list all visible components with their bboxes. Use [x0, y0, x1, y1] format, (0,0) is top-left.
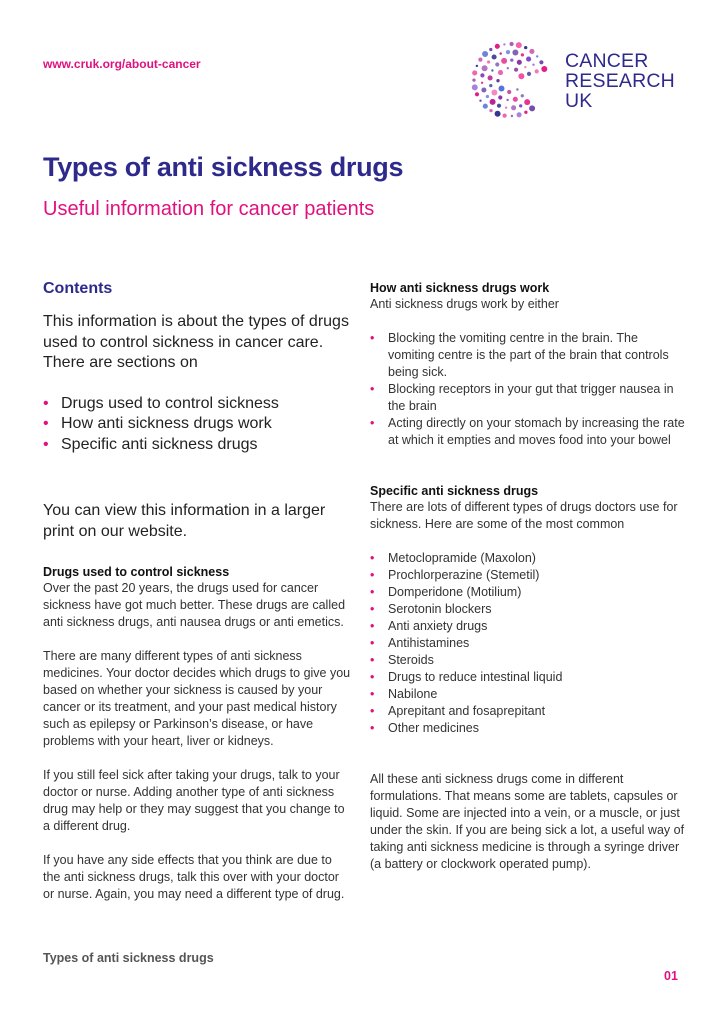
contents-item[interactable]: • Drugs used to control sickness [43, 394, 351, 415]
logo-dot [497, 104, 501, 108]
logo-dot [517, 60, 522, 65]
logo-dot [479, 100, 481, 102]
contents-item[interactable]: • How anti sickness drugs work [43, 414, 351, 435]
logo-dot [498, 95, 502, 99]
list-item: • Acting directly on your stomach by increasing the rate at which it empties and moves food into your bowel [370, 415, 686, 449]
logo-dot [521, 53, 524, 56]
paragraph: If you still feel sick after taking your drugs, talk to your doctor or nurse. Adding another type of anti sickness drug may help or they may suggest that you change to a different drug. [43, 768, 345, 833]
logo-dot [519, 104, 522, 107]
logo-dot [501, 58, 507, 64]
logo-dot [488, 75, 493, 80]
list-item: • Blocking the vomiting centre in the brain. The vomiting centre is the part of the brain that controls being sick. [370, 330, 686, 381]
logo-dot [527, 72, 531, 76]
logo-dot [482, 51, 488, 57]
specific-heading: Specific anti sickness drugs [370, 484, 539, 498]
logo-dot [505, 107, 507, 109]
logo-dot [475, 92, 479, 96]
logo-dot [478, 58, 482, 62]
list-item: • Prochlorperazine (Stemetil) [370, 567, 686, 584]
contents-item[interactable]: • Specific anti sickness drugs [43, 435, 351, 456]
logo-dot [476, 65, 478, 67]
logo-dot [499, 86, 505, 92]
logo-dot [524, 66, 526, 68]
logo-dot [529, 105, 535, 111]
logo-dot [536, 55, 538, 57]
logo-dot [495, 44, 500, 49]
how-heading: How anti sickness drugs work [370, 281, 550, 295]
logo-dot [491, 90, 497, 96]
logo-dot [492, 54, 497, 59]
logo-dot [526, 57, 531, 62]
how-intro: Anti sickness drugs work by either [370, 297, 559, 311]
logo-dot [496, 79, 499, 82]
logo-dot [500, 52, 502, 54]
logo-dot [495, 111, 501, 117]
logo-line-2: RESEARCH [565, 70, 675, 92]
page-subtitle: Useful information for cancer patients [43, 198, 375, 220]
paragraph: If you have any side effects that you think are due to the anti sickness drugs, talk this over with your doctor or nurse. Again, you may need a different type of drug. [43, 853, 345, 901]
logo-dot [517, 112, 522, 117]
logo-dot [529, 49, 534, 54]
website-link[interactable]: www.cruk.org/about-cancer [43, 57, 201, 71]
logo-dot [511, 115, 513, 117]
right-column [370, 280, 686, 873]
footer-title: Types of anti sickness drugs [43, 951, 214, 965]
logo-dot [512, 50, 518, 56]
list-item: • Aprepitant and fosaprepitant [370, 703, 686, 720]
logo-dot [532, 64, 534, 66]
logo-dot [472, 84, 478, 90]
logo-dot [472, 78, 475, 81]
list-item: • Blocking receptors in your gut that trigger nausea in the brain [370, 381, 686, 415]
logo-dot [503, 43, 505, 45]
specific-intro: There are lots of different types of drugs doctors use for sickness. Here are some of the most common [370, 500, 678, 531]
contents-list [43, 394, 351, 456]
contents-heading: Contents [43, 280, 113, 297]
logo-dot [524, 99, 530, 105]
logo-dot [480, 73, 484, 77]
logo-dot [483, 104, 488, 109]
list-item: • Serotonin blockers [370, 601, 686, 618]
larger-print-note: You can view this information in a larger print on our website. [43, 502, 326, 540]
logo-dot [518, 73, 524, 79]
logo-dot [524, 111, 527, 114]
logo-dot [489, 48, 492, 51]
how-list [370, 330, 686, 449]
logo-line-3: UK [565, 90, 593, 112]
logo-dot [498, 70, 503, 75]
list-item: • Antihistamines [370, 635, 686, 652]
closing-paragraph: All these anti sickness drugs come in different formulations. That means some are tablets, capsules or liquid. Some are injected into a vein, or a muscle, or just under the skin. If you are being sick a lot, a useful way of taking anti sickness medicine is through a syringe driver (a battery or clockwork operated pump). [370, 772, 685, 871]
logo-dot [510, 42, 514, 46]
list-item: • Anti anxiety drugs [370, 618, 686, 635]
logo-dot [516, 88, 518, 90]
paragraph: Over the past 20 years, the drugs used for cancer sickness have got much better. These drugs are called anti sickness drugs, anti nausea drugs or anti emetics. [43, 581, 346, 629]
logo-dot [516, 42, 522, 48]
list-item: • Steroids [370, 652, 686, 669]
logo-dot [489, 109, 492, 112]
logo-dot [510, 58, 513, 61]
logo-dot [489, 84, 492, 87]
logo-dot [503, 114, 507, 118]
logo-dot [486, 95, 489, 98]
logo-dot [506, 99, 508, 101]
logo-dot [539, 60, 543, 64]
list-item: • Drugs to reduce intestinal liquid [370, 669, 686, 686]
drugs-list [370, 550, 686, 737]
left-column [43, 280, 351, 903]
drugs-heading: Drugs used to control sickness [43, 565, 230, 579]
logo-dot [482, 65, 488, 71]
list-item: • Other medicines [370, 720, 686, 737]
logo-dot [507, 67, 509, 69]
logo-dot [491, 69, 493, 71]
logo-dot [514, 68, 518, 72]
page-title: Types of anti sickness drugs [43, 152, 404, 182]
paragraph: There are many different types of anti sickness medicines. Your doctor decides which drugs to give you based on whether your sickness is caused by your cancer or its treatment, and your past medical history such as epilepsy or Parkinson’s disease, or have problems with your heart, liver or kidneys. [43, 649, 351, 748]
page-number: 01 [664, 969, 678, 983]
logo-line-1: CANCER [565, 50, 649, 72]
logo-dot [481, 87, 486, 92]
logo-dot [511, 105, 516, 110]
logo-dot [513, 97, 518, 102]
intro-text: This information is about the types of drugs used to control sickness in cancer care. There are sections on [43, 313, 349, 371]
logo-dot [481, 82, 483, 84]
list-item: • Domperidone (Motilium) [370, 584, 686, 601]
cancer-research-uk-logo [466, 40, 686, 120]
logo-dot [506, 50, 510, 54]
logo-dot [490, 99, 496, 105]
logo-dot [472, 70, 477, 75]
logo-dot [495, 62, 499, 66]
list-item: • Nabilone [370, 686, 686, 703]
logo-dot [487, 60, 490, 63]
logo-dot [507, 90, 511, 94]
logo-dot [541, 66, 547, 72]
list-item: • Metoclopramide (Maxolon) [370, 550, 686, 567]
logo-dots-icon [466, 40, 556, 120]
logo-dot [535, 69, 539, 73]
logo-dot [521, 94, 524, 97]
logo-dot [524, 46, 527, 49]
